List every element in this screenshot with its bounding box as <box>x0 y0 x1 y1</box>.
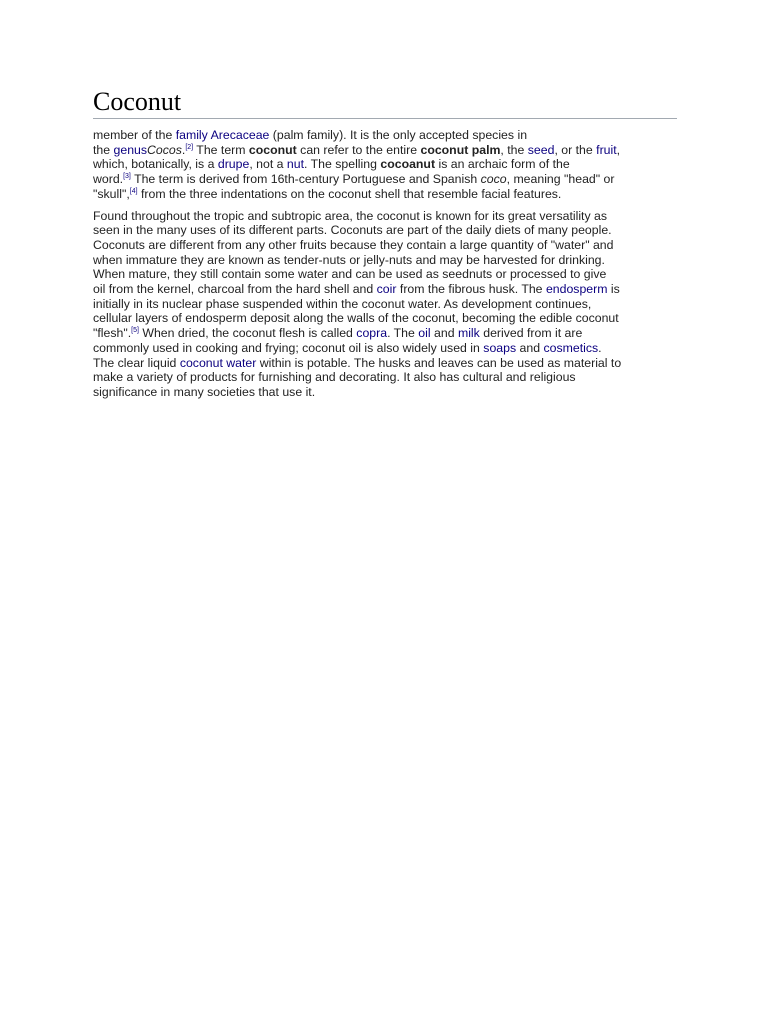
text: and <box>430 326 458 341</box>
text: , or the <box>554 142 597 157</box>
text: the <box>93 142 114 157</box>
link-coconut-water[interactable]: coconut water <box>179 355 257 370</box>
link-arecaceae[interactable]: Arecaceae <box>210 128 270 142</box>
reference-2[interactable]: [2] <box>185 143 194 151</box>
reference-5[interactable]: [5] <box>131 327 139 335</box>
link-seed[interactable]: seed <box>527 142 555 157</box>
text: . <box>181 142 186 157</box>
text-line <box>93 356 677 371</box>
link-drupe[interactable]: drupe <box>217 157 250 172</box>
intro-paragraph <box>93 128 677 202</box>
text: member of the <box>93 128 176 142</box>
text: which, botanically, is a <box>93 157 218 172</box>
text-line <box>93 172 677 187</box>
link-genus[interactable]: genus <box>113 142 148 157</box>
text: word. <box>93 172 124 187</box>
text: can refer to the entire <box>296 142 421 157</box>
link-fruit[interactable]: fruit <box>596 142 617 157</box>
text: , the <box>500 142 528 157</box>
text-line <box>93 157 677 172</box>
text-line <box>93 187 677 202</box>
text: , not a <box>249 157 287 172</box>
text: The clear liquid <box>93 355 180 370</box>
term-cocoanut: cocoanut <box>380 157 436 172</box>
text: from the fibrous husk. The <box>396 282 546 297</box>
text: . <box>598 340 602 355</box>
text: "skull", <box>93 186 130 201</box>
text: derived from it are <box>479 326 583 341</box>
text: When dried, the coconut flesh is called <box>138 326 357 341</box>
text-line: cellular layers of endosperm deposit along the walls of the coconut, becoming the edible coconut <box>93 311 619 326</box>
text: and <box>516 340 544 355</box>
article <box>93 86 677 400</box>
text: "flesh". <box>93 326 132 341</box>
text-line: seen in the many uses of its different parts. Coconuts are part of the daily diets of many people. <box>93 223 612 238</box>
text: from the three indentations on the coconut shell that resemble facial features. <box>137 186 562 201</box>
link-endosperm[interactable]: endosperm <box>545 282 608 297</box>
text: is an archaic form of the <box>435 157 570 172</box>
reference-3[interactable]: [3] <box>123 173 131 181</box>
text-line: when immature they are known as tender-nuts or jelly-nuts and may be harvested for drinking. <box>93 252 605 267</box>
text-line: make a variety of products for furnishing and decorating. It also has cultural and religious <box>93 370 576 385</box>
text-line: Found throughout the tropic and subtropic area, the coconut is known for its great versatility as <box>93 208 608 223</box>
text: commonly used in cooking and frying; coconut oil is also widely used in <box>93 340 484 355</box>
text-line <box>93 282 677 297</box>
body-paragraph <box>93 209 677 400</box>
term-coco: coco <box>480 172 507 187</box>
text-line: When mature, they still contain some water and can be used as seednuts or processed to give <box>93 267 607 282</box>
text: . The spelling <box>304 157 381 172</box>
genus-name: Cocos <box>147 142 182 157</box>
text: The term is derived from 16th-century Portuguese and Spanish <box>130 172 481 187</box>
text-line <box>93 341 677 356</box>
text-line: Coconuts are different from any other fruits because they contain a large quantity of "water" and <box>93 237 614 252</box>
link-oil[interactable]: oil <box>418 326 431 341</box>
text-line <box>93 128 677 143</box>
link-copra[interactable]: copra <box>356 326 388 341</box>
text: oil from the kernel, charcoal from the hard shell and <box>93 282 377 297</box>
term-coconut-palm: coconut palm <box>420 142 501 157</box>
text: . The <box>387 326 419 341</box>
text: , <box>616 142 621 157</box>
text: (palm family). It is the only accepted species in <box>269 128 528 142</box>
text: The term <box>193 142 249 157</box>
text-line: initially in its nuclear phase suspended within the coconut water. As development continues, <box>93 296 592 311</box>
page-title: Coconut <box>93 86 677 119</box>
text: within is potable. The husks and leaves can be used as material to <box>256 355 622 370</box>
text: , meaning "head" or <box>506 172 615 187</box>
reference-4[interactable]: [4] <box>129 187 138 195</box>
link-coir[interactable]: coir <box>376 282 397 297</box>
link-family[interactable]: family <box>175 128 208 142</box>
text-line: significance in many societies that use it. <box>93 384 316 399</box>
link-soaps[interactable]: soaps <box>483 340 517 355</box>
term-coconut: coconut <box>248 142 297 157</box>
text-line <box>93 326 677 341</box>
link-milk[interactable]: milk <box>457 326 480 341</box>
text: is <box>607 282 620 297</box>
link-cosmetics[interactable]: cosmetics <box>543 340 599 355</box>
text-line <box>93 143 677 158</box>
link-nut[interactable]: nut <box>286 157 305 172</box>
